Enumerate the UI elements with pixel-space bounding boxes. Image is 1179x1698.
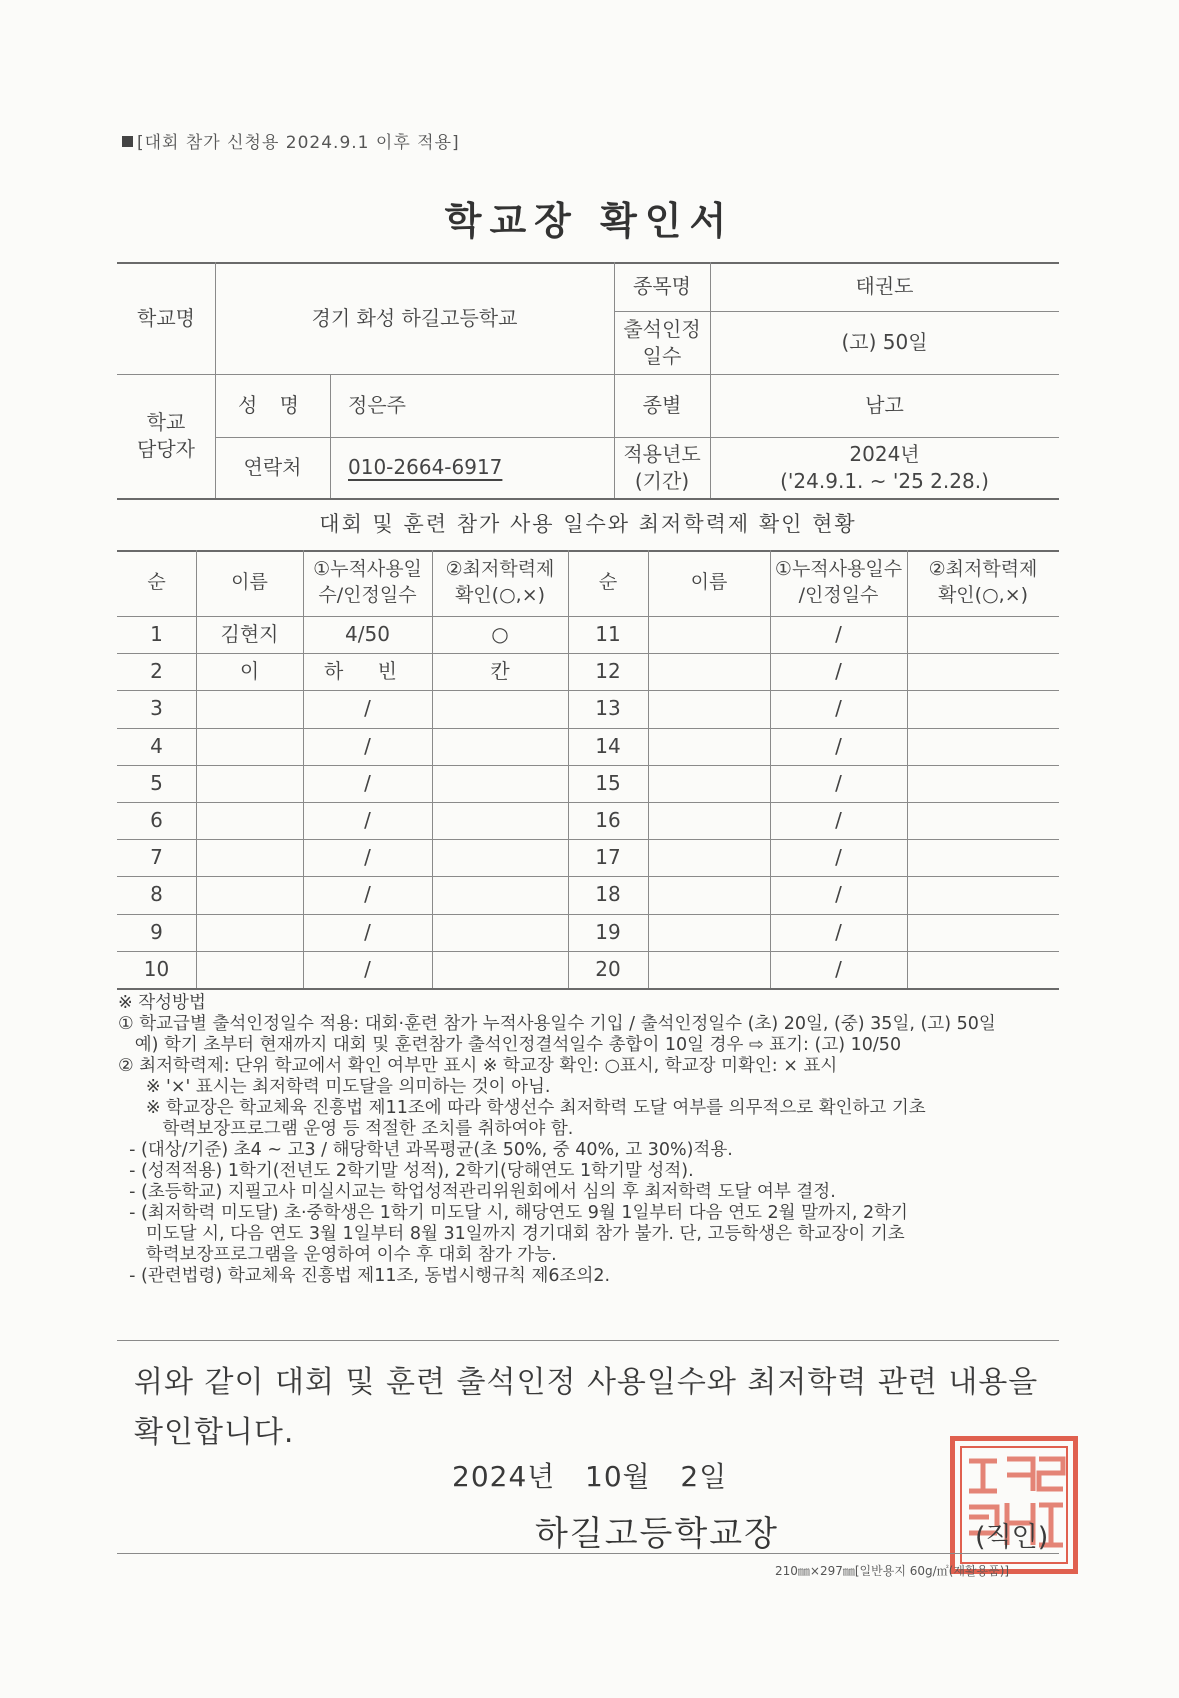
header-used-left: ①누적사용일 수/인정일수: [313, 558, 422, 606]
table-cell-r-min: [907, 876, 1059, 913]
header-note: [122, 128, 460, 153]
header-name-left: 이름: [231, 571, 268, 594]
table-cell-l-name: [196, 765, 303, 802]
issue-date: 2024년 10월 2일: [452, 1460, 728, 1493]
note-line: ① 학교급별 출석인정일수 적용: 대회·훈련 참가 누적사용일수 기입 / 출석인정일수 (초) 20일, (중) 35일, (고) 50일: [118, 1014, 996, 1034]
header-min-left: ②최저학력제 확인(○,×): [445, 558, 555, 606]
table-cell-r-name: [648, 728, 770, 765]
paper-spec-footer: 210㎜×297㎜[일반용지 60g/㎡(재활용품)]: [775, 1564, 1010, 1578]
table-cell-r-used: /: [835, 956, 842, 981]
gender-label: 종별: [642, 393, 682, 417]
header-name-right: 이름: [690, 571, 728, 594]
table-cell-l-used: /: [364, 770, 371, 795]
table-cell-l-min: [432, 876, 568, 913]
note-line: - (초등학교) 지필고사 미실시교는 학업성적관리위원회에서 심의 후 최저학력 도달 여부 결정.: [118, 1182, 836, 1202]
table-cell-r-min: [907, 914, 1059, 951]
table-cell-r-used: /: [835, 659, 842, 684]
table-cell-l-used: /: [364, 845, 371, 870]
table-cell-r-min: [907, 951, 1059, 988]
table-cell-l-min: [432, 690, 568, 727]
table-cell-r-used: /: [835, 882, 842, 907]
note-line: 예) 학기 초부터 현재까지 대회 및 훈련참가 출석인정결석일수 총합이 10일 경우 ⇨ 표기: (고) 10/50: [118, 1035, 902, 1055]
document-title: 학교장 확인서: [444, 199, 735, 243]
table-cell-l-seq: 9: [150, 919, 163, 944]
header-seq-right: 순: [598, 571, 618, 594]
note-line: 학력보장프로그램을 운영하여 이수 후 대회 참가 가능.: [118, 1245, 557, 1265]
attendance-label: 출석인정 일수: [623, 316, 701, 368]
table-cell-l-min: [432, 765, 568, 802]
table-cell-l-seq: 2: [150, 659, 163, 684]
table-cell-l-used: /: [364, 882, 371, 907]
table-cell-l-used: /: [364, 956, 371, 981]
header-used-right: ①누적사용일수 /인정일수: [774, 558, 903, 606]
header-note-text: [대회 참가 신청용 2024.9.1 이후 적용]: [137, 133, 460, 153]
contact-value: 010-2664-6917: [348, 455, 503, 479]
table-cell-r-seq: 11: [595, 622, 621, 647]
table-cell-l-name: [196, 876, 303, 913]
contact-label: 연락처: [243, 455, 302, 479]
table-cell-r-name: [648, 653, 770, 690]
table-cell-r-seq: 14: [595, 733, 621, 758]
note-line: ※ '×' 표시는 최저학력 미도달을 의미하는 것이 아님.: [118, 1077, 551, 1097]
table-cell-r-used: /: [835, 770, 842, 795]
table-cell-r-seq: 20: [595, 956, 621, 981]
header-seq-left: 순: [147, 571, 166, 594]
table-cell-l-name: [196, 839, 303, 876]
table-cell-l-seq: 4: [150, 733, 163, 758]
table-cell-r-name: [648, 839, 770, 876]
table-cell-l-used: 4/50: [345, 622, 390, 647]
table-cell-l-seq: 10: [143, 956, 170, 981]
header-min-right: ②최저학력제 확인(○,×): [928, 558, 1038, 606]
confirmation-line-2: 확인합니다.: [134, 1415, 295, 1450]
table-cell-l-min: ○: [491, 622, 509, 647]
table-cell-r-seq: 13: [595, 696, 621, 721]
school-name-label: 학교명: [137, 305, 195, 330]
table-cell-r-seq: 18: [595, 882, 621, 907]
table-cell-r-min: [907, 616, 1059, 653]
table-cell-r-min: [907, 653, 1059, 690]
table-cell-r-name: [648, 616, 770, 653]
table-cell-r-seq: 12: [595, 659, 621, 684]
table-cell-r-used: /: [835, 919, 842, 944]
table-cell-l-min: [432, 802, 568, 839]
sport-value: 태권도: [855, 274, 914, 298]
note-line: 미도달 시, 다음 연도 3월 1일부터 8월 31일까지 경기대회 참가 불가. 단, 고등학생은 학교장이 기초: [118, 1224, 905, 1244]
table-cell-l-min: [432, 914, 568, 951]
note-line: - (관련법령) 학교체육 진흥법 제11조, 동법시행규칙 제6조의2.: [118, 1266, 611, 1286]
table-cell-r-used: /: [835, 808, 842, 833]
note-line: ② 최저학력제: 단위 학교에서 확인 여부만 표시 ※ 학교장 확인: ○표시, 학교장 미확인: × 표시: [118, 1056, 838, 1076]
table-cell-r-seq: 15: [595, 770, 621, 795]
table-cell-l-used: /: [364, 696, 371, 721]
gender-value: 남고: [865, 393, 904, 417]
table-cell-l-used: 하 빈: [324, 659, 411, 684]
table-cell-l-name: 이: [239, 659, 260, 684]
table-cell-r-used: /: [835, 622, 842, 647]
principal-title: 하길고등학교장: [535, 1514, 779, 1554]
note-line: ※ 학교장은 학교체육 진흥법 제11조에 따라 학생선수 최저학력 도달 여부를 의무적으로 확인하고 기초: [118, 1098, 926, 1118]
table-cell-r-min: [907, 839, 1059, 876]
table-cell-l-name: [196, 728, 303, 765]
table-cell-l-seq: 1: [150, 622, 163, 647]
table-cell-l-name: [196, 802, 303, 839]
table-cell-l-seq: 3: [150, 696, 163, 721]
table-cell-r-used: /: [835, 845, 842, 870]
table-cell-l-min: [432, 728, 568, 765]
confirmation-line-1: 위와 같이 대회 및 훈련 출석인정 사용일수와 최저학력 관련 내용을: [134, 1365, 1039, 1400]
table-cell-r-min: [907, 802, 1059, 839]
table-cell-r-name: [648, 765, 770, 802]
table-cell-l-name: [196, 690, 303, 727]
table-cell-r-min: [907, 765, 1059, 802]
table-cell-r-seq: 17: [595, 845, 621, 870]
table-cell-r-name: [648, 914, 770, 951]
confirmation-statement: [134, 1358, 1038, 1458]
seal-label: (직인): [975, 1522, 1049, 1553]
notes-heading: ※ 작성방법: [118, 993, 206, 1013]
table-cell-l-seq: 7: [150, 845, 163, 870]
table-cell-r-name: [648, 802, 770, 839]
table-cell-l-seq: 6: [150, 808, 163, 833]
attendance-value: (고) 50일: [841, 330, 928, 354]
table-cell-r-name: [648, 690, 770, 727]
sport-label: 종목명: [633, 274, 691, 298]
table-cell-l-seq: 5: [150, 770, 163, 795]
table-cell-r-min: [907, 690, 1059, 727]
table-cell-l-used: /: [364, 733, 371, 758]
note-line: 학력보장프로그램 운영 등 적절한 조치를 취하여야 함.: [118, 1119, 574, 1139]
table-cell-r-min: [907, 728, 1059, 765]
table-cell-l-name: [196, 951, 303, 988]
school-name-value: 경기 화성 하길고등학교: [311, 305, 518, 330]
table-cell-l-seq: 8: [150, 882, 163, 907]
table-cell-r-used: /: [835, 696, 842, 721]
note-line: - (대상/기준) 초4 ~ 고3 / 해당학년 과목평균(초 50%, 중 40%, 고 30%)적용.: [118, 1140, 733, 1160]
manager-name-value: 정은주: [348, 393, 406, 417]
note-line: - (최저학력 미도달) 초·중학생은 1학기 미도달 시, 해당연도 9월 1일부터 다음 연도 2월 말까지, 2학기: [118, 1203, 908, 1223]
table-cell-l-used: /: [364, 919, 371, 944]
table-cell-r-seq: 16: [595, 808, 621, 833]
table-cell-l-name: 김현지: [220, 622, 279, 647]
table-cell-r-used: /: [835, 733, 842, 758]
table-cell-l-used: /: [364, 808, 371, 833]
note-line: - (성적적용) 1학기(전년도 2학기말 성적), 2학기(당해연도 1학기말 성적).: [118, 1161, 694, 1181]
section-title: 대회 및 훈련 참가 사용 일수와 최저학력제 확인 현황: [319, 512, 857, 536]
manager-label: 학교 담당자: [137, 410, 195, 461]
table-cell-l-min: [432, 951, 568, 988]
name-label: 성 명: [238, 393, 307, 417]
square-bullet-icon: [122, 136, 133, 147]
table-cell-l-min: [432, 839, 568, 876]
year-value: 2024년 ('24.9.1. ~ '25 2.28.): [780, 441, 989, 493]
table-cell-l-min: 칸: [490, 659, 510, 684]
writing-guide-notes: [118, 993, 1068, 1287]
year-label: 적용년도 (기간): [623, 441, 701, 493]
table-cell-l-name: [196, 914, 303, 951]
table-cell-r-name: [648, 876, 770, 913]
table-cell-r-name: [648, 951, 770, 988]
table-cell-r-seq: 19: [595, 919, 621, 944]
